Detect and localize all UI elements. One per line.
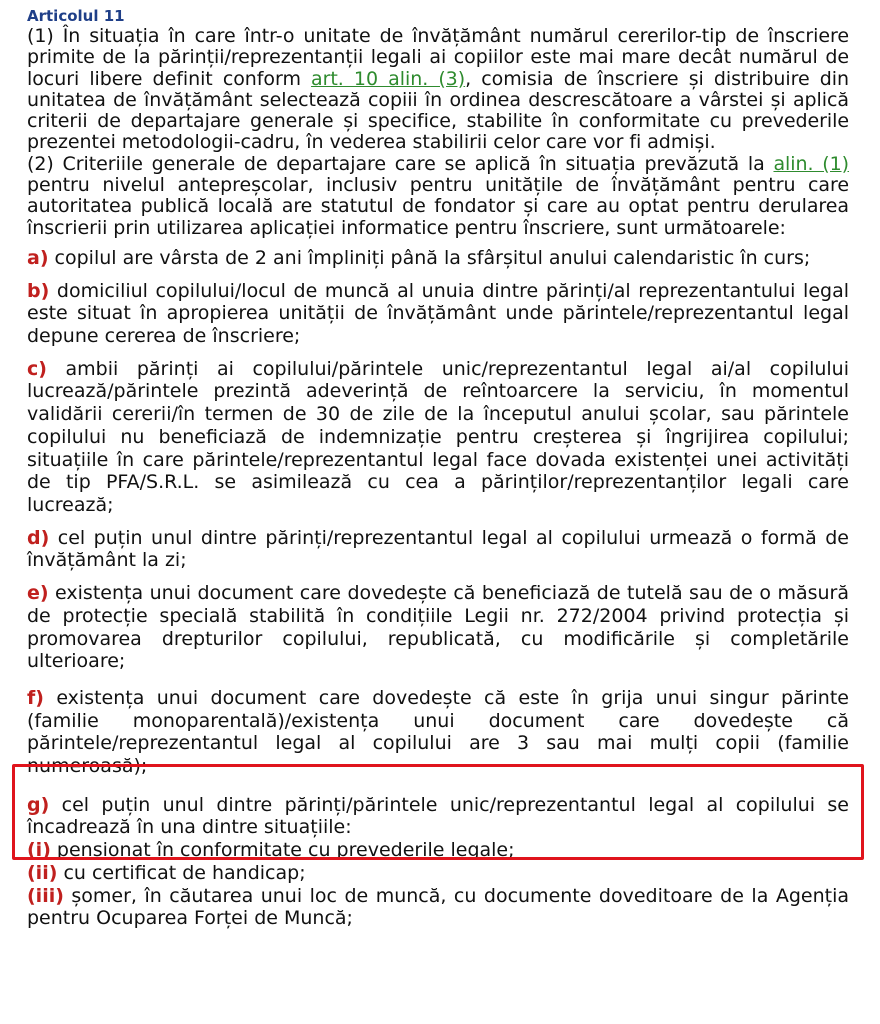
document-page: [27, 6, 849, 930]
link-art-10-alin-3[interactable]: art. 10 alin. (3): [311, 67, 466, 90]
sub-item-iii: [27, 885, 849, 930]
link-legea-272-2004[interactable]: Legii nr. 272/2004: [464, 604, 648, 627]
list-item-a-text: copilul are vârsta de 2 ani împliniți până la sfârșitul anului calendaristic în curs;: [48, 246, 811, 269]
sub-item-ii: [27, 862, 849, 885]
list-item-b: [27, 280, 849, 348]
list-marker-e: e): [27, 582, 49, 605]
list-item-f-text: existența unui document care dovedește că este în grija unui singur părinte (familie monoparentală)/existența unui document care dovedește că părintele/reprezentantul legal al copilului are 3 sau mai mulți copii (familie numeroasă);: [27, 686, 849, 778]
paragraph-2: [27, 154, 849, 239]
list-item-g-text: cel puțin unul dintre părinți/părintele unic/reprezentantul legal al copilului se încadrează în una dintre situațiile:: [27, 793, 849, 839]
article-title: Articolul 11: [27, 7, 125, 25]
list-item-c-text: ambii părinți ai copilului/părintele unic/reprezentantul legal ai/al copilului lucrează/părintele prezintă adeverință de reîntoarcere la serviciu, în momentul validării cererii/în termen de 30 de zile de la începutul anului școlar, sau părintele copilului nu beneficiază de indemnizație pentru creșterea și îngrijirea copilului; situațiile în care părintele/reprezentantul legal face dovada existenței unei activități de tip PFA/S.R.L. se asimilează cu cea a părinților/reprezentanților legali care lucrează;: [27, 357, 849, 516]
sub-marker-i: (i): [27, 839, 51, 862]
list-item-b-text: domiciliul copilului/locul de muncă al unuia dintre părinți/al reprezentantului legal este situat în apropierea unității de învățământ unde părintele/reprezentantul legal depune cererea de înscriere;: [27, 279, 849, 348]
paragraph-2-text-before: (2) Criteriile generale de departajare care se aplică în situația prevăzută la: [27, 152, 774, 175]
list-item-e-text-before: existența unui document care dovedește că beneficiază de tutelă sau de o măsură de protecție specială stabilită în condițiile: [27, 582, 849, 627]
list-marker-d: d): [27, 526, 50, 549]
list-marker-g: g): [27, 793, 50, 816]
sub-item-i: [27, 839, 849, 862]
list-item-d: [27, 527, 849, 572]
link-alin-1[interactable]: alin. (1): [773, 152, 850, 175]
sub-item-ii-text: cu certificat de handicap;: [57, 861, 306, 884]
list-item-c: [27, 358, 849, 517]
sub-item-iii-text: șomer, în căutarea unui loc de muncă, cu documente doveditoare de la Agenția pentru Ocuparea Forței de Muncă;: [27, 884, 849, 930]
list-marker-b: b): [27, 279, 50, 302]
list-item-f: [27, 687, 849, 778]
paragraph-1: [27, 26, 849, 154]
sub-marker-iii: (iii): [27, 884, 64, 907]
paragraph-1-text-after: , comisia de înscriere și distribuire din unitatea de învățământ selectează copiii în ordinea descrescătoare a vârstei și aplică criterii de departajare generale și specifice, stabilite în conformitate cu prevederile prezentei metodologii-cadru, în vederea stabilirii celor care vor fi admiși.: [27, 67, 849, 154]
sub-item-i-text: pensionat în conformitate cu prevederile legale;: [50, 839, 515, 862]
list-item-g: [27, 794, 849, 839]
list-marker-c: c): [27, 357, 47, 380]
list-item-e: [27, 582, 849, 673]
list-item-d-text: cel puțin unul dintre părinți/reprezentantul legal al copilului urmează o formă de învățământ la zi;: [27, 526, 849, 572]
list-marker-f: f): [27, 686, 44, 709]
list-item-e-text-after: privind protecția și promovarea drepturilor copilului, republicată, cu modificările și completările ulterioare;: [27, 604, 850, 673]
list-item-a: [27, 247, 849, 270]
paragraph-1-text-before: (1) În situația în care într-o unitate de învățământ numărul cererilor-tip de înscriere primite de la părinții/reprezentanții legali ai copiilor este mai mare decât numărul de locuri libere definit conform: [27, 25, 849, 90]
list-marker-a: a): [27, 246, 49, 269]
paragraph-2-text-after: pentru nivelul antepreșcolar, inclusiv pentru unitățile de învățământ pentru care autoritatea publică locală are statutul de fondator și care au optat pentru derularea înscrierii prin utilizarea aplicației informatice pentru înscriere, sunt următoarele:: [27, 174, 849, 239]
sub-marker-ii: (ii): [27, 861, 58, 884]
